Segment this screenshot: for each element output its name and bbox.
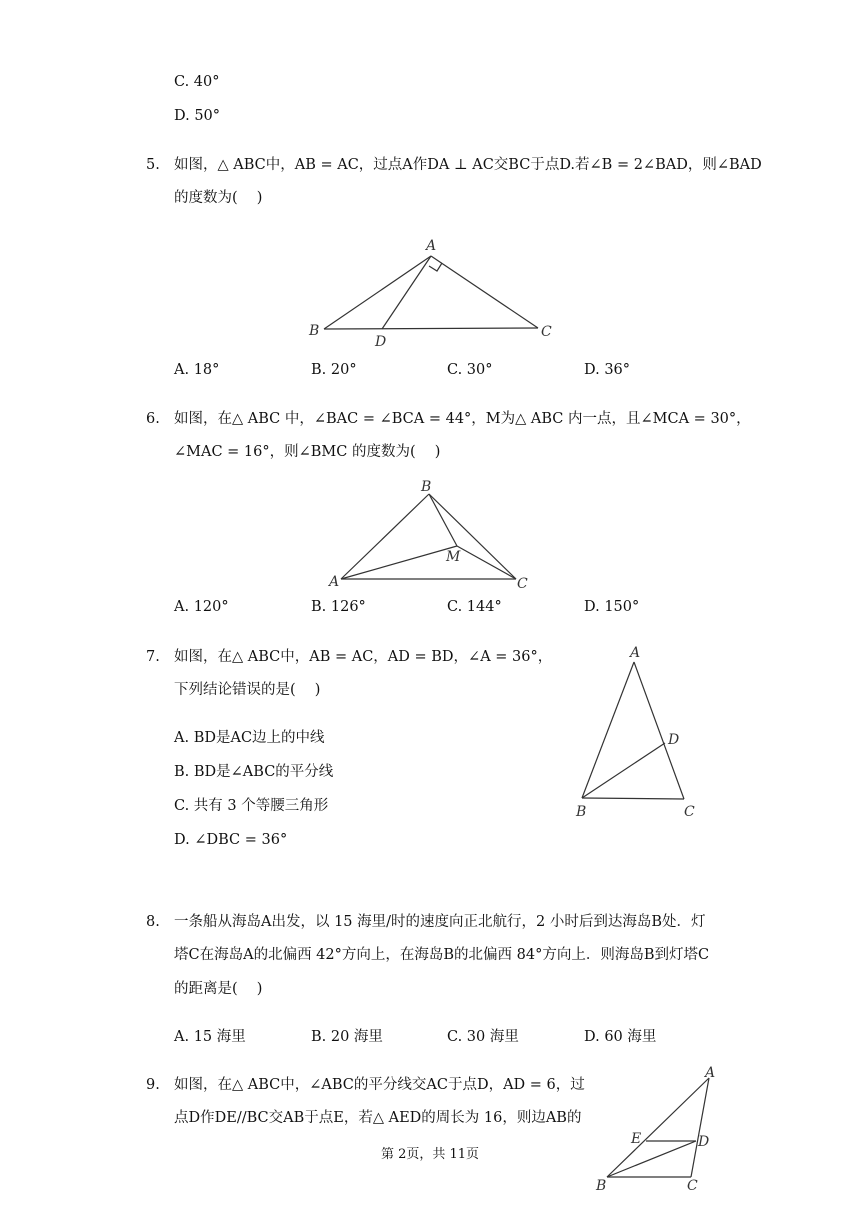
vertex-label-d: D <box>375 334 387 350</box>
question-6-text-line1: 如图，在△ ABC 中，∠BAC = ∠BCA = 44°，M为△ ABC 内一点，且∠MCA = 30°， <box>174 411 751 427</box>
vertex-label-b: B <box>576 804 587 820</box>
question-number-7: 7. <box>146 649 160 665</box>
question-6-text-line2: ∠MAC = 16°，则∠BMC 的度数为( ) <box>174 444 441 460</box>
vertex-label-a: A <box>630 645 641 661</box>
vertex-label-b: B <box>421 479 432 495</box>
question-8-text-line2: 塔C在海岛A的北偏西 42°方向上，在海岛B的北偏西 84°方向上．则海岛B到灯塔C <box>174 947 710 963</box>
question-7-option-a: A. BD是AC边上的中线 <box>174 730 325 746</box>
point-label-m: M <box>446 549 461 565</box>
question-7-text-line2: 下列结论错误的是( ) <box>174 682 321 698</box>
question-5-option-a: A. 18° <box>174 362 220 378</box>
point-label-e: E <box>631 1131 642 1147</box>
question-5-option-b: B. 20° <box>311 362 357 378</box>
question-7-figure <box>565 638 715 823</box>
question-5-option-d: D. 36° <box>584 362 631 378</box>
question-7-text-line1: 如图，在△ ABC中，AB = AC，AD = BD，∠A = 36°， <box>174 649 553 665</box>
segment-bm <box>429 494 457 546</box>
question-number-8: 8. <box>146 914 160 930</box>
segment-ad <box>382 256 431 329</box>
vertex-label-a: A <box>426 238 437 254</box>
segment-bc <box>324 328 538 329</box>
point-label-d: D <box>668 732 680 748</box>
vertex-label-a: A <box>705 1065 716 1081</box>
question-9-text-line2: 点D作DE//BC交AB于点E，若△ AED的周长为 16，则边AB的 <box>174 1110 582 1126</box>
question-number-9: 9. <box>146 1077 160 1093</box>
question-7-option-c: C. 共有 3 个等腰三角形 <box>174 798 329 814</box>
point-label-d: D <box>698 1134 710 1150</box>
segment-ac <box>634 662 684 799</box>
question-8-option-c: C. 30 海里 <box>447 1029 519 1045</box>
question-6-figure <box>320 476 540 592</box>
question-8-text-line1: 一条船从海岛A出发，以 15 海里/时的速度向正北航行，2 小时后到达海岛B处．灯 <box>174 914 706 930</box>
page-footer: 第 2页，共 11页 <box>380 1147 480 1162</box>
option-c: C. 40° <box>174 74 220 90</box>
question-8-text-line3: 的距离是( ) <box>174 981 263 997</box>
question-9-text-line1: 如图，在△ ABC中，∠ABC的平分线交AC于点D，AD = 6，过 <box>174 1077 585 1093</box>
question-number-6: 6. <box>146 411 160 427</box>
question-9-figure <box>590 1064 720 1194</box>
question-5-text-line1: 如图，△ ABC中，AB = AC，过点A作DA ⊥ AC交BC于点D.若∠B = 2∠BAD，则∠BAD <box>174 157 762 173</box>
vertex-label-c: C <box>684 804 695 820</box>
question-number-5: 5. <box>146 157 160 173</box>
right-angle-mark <box>429 263 442 271</box>
question-8-option-a: A. 15 海里 <box>174 1029 246 1045</box>
question-8-option-b: B. 20 海里 <box>311 1029 383 1045</box>
question-7-option-b: B. BD是∠ABC的平分线 <box>174 764 334 780</box>
vertex-label-b: B <box>596 1178 607 1194</box>
vertex-label-c: C <box>687 1178 698 1194</box>
option-d: D. 50° <box>174 108 221 124</box>
question-6-option-c: C. 144° <box>447 599 502 615</box>
segment-ab <box>582 662 634 798</box>
question-5-figure <box>300 232 560 350</box>
question-8-option-d: D. 60 海里 <box>584 1029 657 1045</box>
segment-ab <box>324 256 431 329</box>
segment-bd <box>582 743 665 798</box>
question-6-option-d: D. 150° <box>584 599 640 615</box>
question-6-option-a: A. 120° <box>174 599 229 615</box>
question-5-option-c: C. 30° <box>447 362 493 378</box>
vertex-label-c: C <box>541 324 552 340</box>
vertex-label-b: B <box>309 323 320 339</box>
segment-bc <box>429 494 516 579</box>
question-6-option-b: B. 126° <box>311 599 366 615</box>
question-5-text-line2: 的度数为( ) <box>174 190 263 206</box>
question-7-option-d: D. ∠DBC = 36° <box>174 832 288 848</box>
segment-ac <box>431 256 538 328</box>
vertex-label-a: A <box>329 574 340 590</box>
vertex-label-c: C <box>517 576 528 592</box>
segment-bc <box>582 798 684 799</box>
